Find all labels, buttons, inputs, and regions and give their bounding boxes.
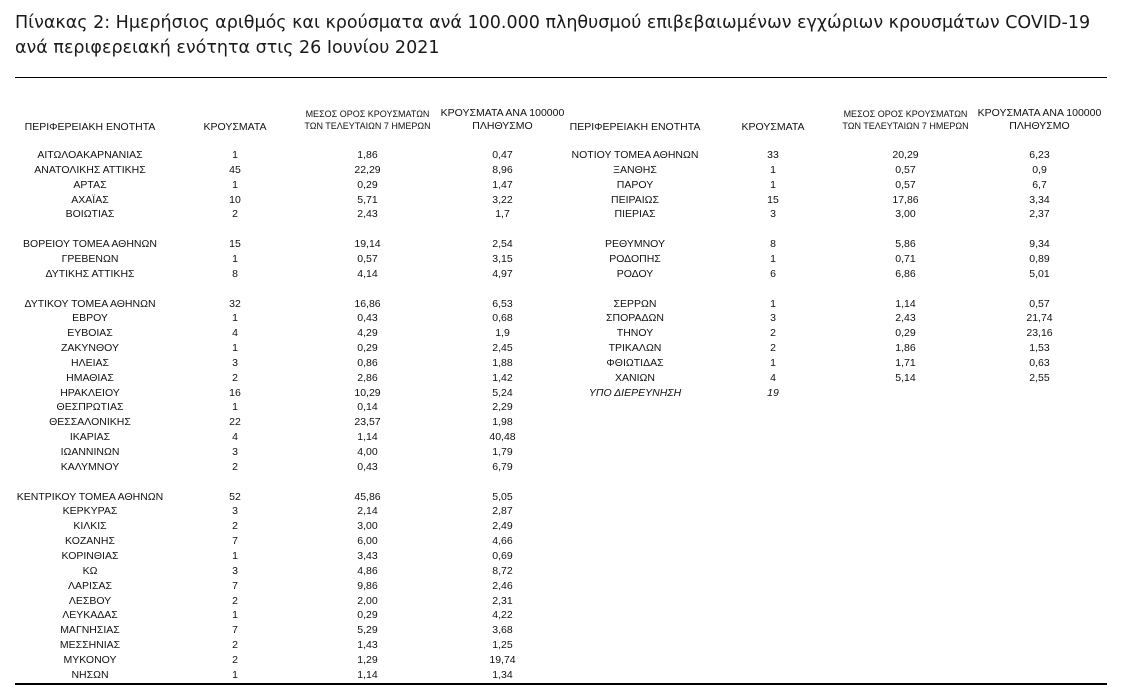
left-per100k-cell: 6,79 <box>492 460 513 473</box>
left-cases-cell: 2 <box>232 208 238 221</box>
left-avg7-cell: 0,29 <box>357 178 378 191</box>
left-region-cell: ΚΕΝΤΡΙΚΟΥ ΤΟΜΕΑ ΑΘΗΝΩΝ <box>16 490 164 503</box>
right-per100k-cell: 2,55 <box>1029 371 1050 384</box>
left-cases-cell: 8 <box>232 267 238 280</box>
left-cases-cell: 45 <box>229 163 241 176</box>
right-cases-cell: 1 <box>770 297 776 310</box>
right-per100k-cell: 3,34 <box>1029 193 1050 206</box>
left-avg7-cell: 3,00 <box>357 520 378 533</box>
left-per100k-cell: 5,24 <box>492 386 513 399</box>
left-region-cell: ΚΕΡΚΥΡΑΣ <box>62 505 118 518</box>
right-avg7-cell: 1,71 <box>895 356 916 369</box>
right-per100k-cell: 9,34 <box>1029 238 1050 251</box>
left-avg7-cell: 16,86 <box>354 297 381 310</box>
left-avg7-cell: 5,71 <box>357 193 378 206</box>
right-cases-cell: 1 <box>770 178 776 191</box>
right-per100k-cell: 0,89 <box>1029 252 1050 265</box>
left-cases-cell: 1 <box>232 312 238 325</box>
left-cases-cell: 1 <box>232 342 238 355</box>
right-avg7-cell: 3,00 <box>895 208 916 221</box>
left-avg7-cell: 45,86 <box>354 490 381 503</box>
right-region-cell: ΦΘΙΩΤΙΔΑΣ <box>606 356 664 369</box>
right-region-cell: ΡΕΘΥΜΝΟΥ <box>604 238 665 251</box>
left-per100k-cell: 0,69 <box>492 549 513 562</box>
left-per100k-cell: 1,25 <box>492 639 513 652</box>
left-region-cell: ΚΩ <box>82 564 98 577</box>
left-per100k-cell: 4,66 <box>492 535 513 548</box>
right-region-cell: ΣΠΟΡΑΔΩΝ <box>606 312 664 325</box>
left-per100k-cell: 5,05 <box>492 490 513 503</box>
left-region-cell: ΙΩΑΝΝΙΝΩΝ <box>60 446 120 458</box>
right-header-avg7-line2: ΤΩΝ ΤΕΛΕΥΤΑΙΩΝ 7 ΗΜΕΡΩΝ <box>842 121 969 131</box>
left-cases-cell: 3 <box>232 564 238 577</box>
left-header-avg7-line1: ΜΕΣΟΣ ΟΡΟΣ ΚΡΟΥΣΜΑΤΩΝ <box>305 109 430 119</box>
left-cases-cell: 2 <box>232 460 238 473</box>
left-region-cell: ΛΑΡΙΣΑΣ <box>68 579 112 592</box>
right-per100k-cell: 21,74 <box>1026 312 1053 325</box>
left-per100k-cell: 1,34 <box>492 668 513 681</box>
left-cases-cell: 1 <box>232 401 238 414</box>
right-avg7-cell: 0,57 <box>895 178 916 191</box>
left-per100k-cell: 2,29 <box>492 401 513 414</box>
left-cases-cell: 52 <box>229 490 241 503</box>
left-avg7-cell: 3,43 <box>357 549 378 562</box>
left-cases-cell: 15 <box>229 238 241 251</box>
left-avg7-cell: 1,29 <box>357 653 378 666</box>
left-avg7-cell: 2,00 <box>357 594 378 607</box>
right-avg7-cell: 1,86 <box>895 342 916 355</box>
left-avg7-cell: 2,43 <box>357 208 378 221</box>
left-per100k-cell: 2,31 <box>492 594 513 607</box>
left-region-cell: ΚΑΛΥΜΝΟΥ <box>60 460 120 473</box>
left-avg7-cell: 0,29 <box>357 342 378 355</box>
left-cases-cell: 22 <box>229 416 241 429</box>
page-title: Πίνακας 2: Ημερήσιος αριθμός και κρούσματα ανά 100.000 πληθυσμού επιβεβαιωμένων εγχώριων κρουσμάτων COVID-19 ανά περιφερειακή ενότητα στις 26 Ιουνίου 2021 <box>15 13 1091 58</box>
right-per100k-cell: 0,57 <box>1029 297 1050 310</box>
left-avg7-cell: 0,43 <box>357 312 378 325</box>
left-avg7-cell: 0,57 <box>357 252 378 265</box>
right-cases-cell: 1 <box>770 163 776 176</box>
right-avg7-cell: 2,43 <box>895 312 916 325</box>
left-cases-cell: 16 <box>229 386 241 399</box>
right-region-cell: ΞΑΝΘΗΣ <box>613 163 657 176</box>
right-avg7-cell: 0,71 <box>895 252 916 265</box>
left-region-cell: ΓΡΕΒΕΝΩΝ <box>61 252 119 265</box>
left-per100k-cell: 1,98 <box>492 416 513 429</box>
right-per100k-cell: 2,37 <box>1029 208 1050 221</box>
left-avg7-cell: 19,14 <box>354 238 381 251</box>
left-avg7-cell: 1,86 <box>357 149 378 161</box>
left-region-cell: ΘΕΣΣΑΛΟΝΙΚΗΣ <box>49 416 131 429</box>
right-cases-cell: 6 <box>770 267 776 280</box>
header-rule <box>15 77 1107 78</box>
left-avg7-cell: 0,86 <box>357 356 378 369</box>
right-cases-cell: 33 <box>767 149 779 161</box>
left-avg7-cell: 1,14 <box>357 431 378 444</box>
left-region-cell: ΚΟΖΑΝΗΣ <box>65 535 115 548</box>
left-cases-cell: 2 <box>232 653 238 666</box>
left-avg7-cell: 10,29 <box>354 386 381 399</box>
left-avg7-cell: 9,86 <box>357 579 378 592</box>
left-per100k-cell: 8,96 <box>492 163 513 176</box>
left-region-cell: ΑΝΑΤΟΛΙΚΗΣ ΑΤΤΙΚΗΣ <box>34 163 146 176</box>
left-avg7-cell: 22,29 <box>354 163 381 176</box>
left-region-cell: ΝΗΣΩΝ <box>71 668 109 681</box>
left-region-cell: ΜΕΣΣΗΝΙΑΣ <box>59 639 121 652</box>
right-cases-cell: 2 <box>770 327 776 340</box>
left-cases-cell: 1 <box>232 252 238 265</box>
left-avg7-cell: 0,43 <box>357 460 378 473</box>
left-header-per100k-line2: ΠΛΗΘΥΣΜΟ <box>472 120 533 132</box>
left-region-cell: ΜΑΓΝΗΣΙΑΣ <box>60 624 120 637</box>
right-per100k-cell: 0,63 <box>1029 356 1050 369</box>
left-region-cell: ΕΥΒΟΙΑΣ <box>67 327 113 340</box>
left-per100k-cell: 4,97 <box>492 267 513 280</box>
left-per100k-cell: 3,22 <box>492 193 513 206</box>
right-header-per100k-line1: ΚΡΟΥΣΜΑΤΑ ΑΝΑ 100000 <box>977 107 1102 119</box>
left-per100k-cell: 1,9 <box>495 327 510 340</box>
left-avg7-cell: 5,29 <box>357 624 378 637</box>
left-avg7-cell: 1,14 <box>357 668 378 681</box>
left-per100k-cell: 6,53 <box>492 297 513 310</box>
right-region-cell: ΠΙΕΡΙΑΣ <box>614 208 656 221</box>
left-avg7-cell: 2,86 <box>357 371 378 384</box>
left-avg7-cell: 4,29 <box>357 327 378 340</box>
left-per100k-cell: 4,22 <box>492 609 513 622</box>
left-cases-cell: 32 <box>229 297 241 310</box>
left-region-cell: ΒΟΙΩΤΙΑΣ <box>65 208 115 221</box>
right-cases-cell: 8 <box>770 238 776 251</box>
left-cases-cell: 1 <box>232 549 238 562</box>
left-region-cell: ΛΕΣΒΟΥ <box>68 594 112 607</box>
left-per100k-cell: 2,45 <box>492 342 513 355</box>
left-region-cell: ΗΡΑΚΛΕΙΟΥ <box>60 386 120 399</box>
left-header-avg7-line2: ΤΩΝ ΤΕΛΕΥΤΑΙΩΝ 7 ΗΜΕΡΩΝ <box>304 121 431 131</box>
left-region-cell: ΜΥΚΟΝΟΥ <box>63 653 117 666</box>
left-cases-cell: 1 <box>232 609 238 622</box>
right-region-cell: ΠΑΡΟΥ <box>616 178 654 191</box>
left-cases-cell: 2 <box>232 639 238 652</box>
left-header-region: ΠΕΡΙΦΕΡΕΙΑΚΗ ΕΝΟΤΗΤΑ <box>24 121 156 133</box>
left-cases-cell: 4 <box>232 431 238 444</box>
left-cases-cell: 4 <box>232 327 238 340</box>
left-region-cell: ΙΚΑΡΙΑΣ <box>69 431 111 444</box>
left-cases-cell: 3 <box>232 356 238 369</box>
left-region-cell: ΔΥΤΙΚΗΣ ΑΤΤΙΚΗΣ <box>45 267 135 280</box>
left-cases-cell: 7 <box>232 535 238 548</box>
right-cases-cell: 4 <box>770 371 776 384</box>
left-cases-cell: 1 <box>232 178 238 191</box>
right-avg7-cell: 20,29 <box>892 149 919 161</box>
left-cases-cell: 1 <box>232 149 238 161</box>
right-per100k-cell: 1,53 <box>1029 342 1050 355</box>
left-cases-cell: 2 <box>232 371 238 384</box>
left-per100k-cell: 40,48 <box>489 431 516 444</box>
right-region-cell: ΡΟΔΟΥ <box>616 267 654 280</box>
left-cases-cell: 2 <box>232 594 238 607</box>
left-per100k-cell: 3,15 <box>492 252 513 265</box>
right-header-region: ΠΕΡΙΦΕΡΕΙΑΚΗ ΕΝΟΤΗΤΑ <box>569 121 701 133</box>
left-cases-cell: 3 <box>232 446 238 458</box>
right-header-avg7-line1: ΜΕΣΟΣ ΟΡΟΣ ΚΡΟΥΣΜΑΤΩΝ <box>843 109 968 119</box>
left-per100k-cell: 2,46 <box>492 579 513 592</box>
left-per100k-cell: 0,68 <box>492 312 513 325</box>
left-per100k-cell: 1,7 <box>495 208 510 221</box>
right-avg7-cell: 5,86 <box>895 238 916 251</box>
left-region-cell: ΛΕΥΚΑΔΑΣ <box>62 609 118 622</box>
left-cases-cell: 10 <box>229 193 241 206</box>
left-per100k-cell: 2,49 <box>492 520 513 533</box>
left-region-cell: ΘΕΣΠΡΩΤΙΑΣ <box>56 401 124 414</box>
right-avg7-cell: 5,14 <box>895 371 916 384</box>
left-per100k-cell: 1,79 <box>492 446 513 458</box>
right-avg7-cell: 0,29 <box>895 327 916 340</box>
left-header-per100k-line1: ΚΡΟΥΣΜΑΤΑ ΑΝΑ 100000 <box>440 107 565 119</box>
left-region-cell: ΚΟΡΙΝΘΙΑΣ <box>61 549 119 562</box>
right-cases-cell: 15 <box>767 193 779 206</box>
left-avg7-cell: 4,14 <box>357 267 378 280</box>
right-region-cell: ΣΕΡΡΩΝ <box>613 297 657 310</box>
right-avg7-cell: 0,57 <box>895 163 916 176</box>
right-avg7-cell: 1,14 <box>895 297 916 310</box>
right-per100k-cell: 0,9 <box>1032 163 1047 176</box>
left-per100k-cell: 1,42 <box>492 371 513 384</box>
left-cases-cell: 1 <box>232 668 238 681</box>
left-avg7-cell: 4,86 <box>357 564 378 577</box>
right-per100k-cell: 23,16 <box>1026 327 1053 340</box>
right-header-per100k-line2: ΠΛΗΘΥΣΜΟ <box>1009 120 1070 132</box>
right-per100k-cell: 6,7 <box>1032 178 1047 191</box>
right-region-cell: ΠΕΙΡΑΙΩΣ <box>611 193 659 206</box>
right-cases-cell: 1 <box>770 252 776 265</box>
left-avg7-cell: 0,14 <box>357 401 378 414</box>
left-region-cell: ΗΛΕΙΑΣ <box>70 356 109 369</box>
left-per100k-cell: 3,68 <box>492 624 513 637</box>
left-region-cell: ΔΥΤΙΚΟΥ ΤΟΜΕΑ ΑΘΗΝΩΝ <box>24 297 156 310</box>
left-region-cell: ΚΙΛΚΙΣ <box>73 520 107 533</box>
left-per100k-cell: 0,47 <box>492 149 513 161</box>
right-region-cell: ΝΟΤΙΟΥ ΤΟΜΕΑ ΑΘΗΝΩΝ <box>571 149 699 161</box>
left-cases-cell: 2 <box>232 520 238 533</box>
left-avg7-cell: 23,57 <box>354 416 381 429</box>
left-header-cases: ΚΡΟΥΣΜΑΤΑ <box>203 121 267 133</box>
left-cases-cell: 3 <box>232 505 238 518</box>
right-cases-cell: 3 <box>770 312 776 325</box>
left-avg7-cell: 4,00 <box>357 446 378 458</box>
left-region-cell: ΑΧΑΪΑΣ <box>71 193 109 206</box>
left-per100k-cell: 2,54 <box>492 238 513 251</box>
right-region-cell: ΡΟΔΟΠΗΣ <box>609 252 661 265</box>
left-per100k-cell: 8,72 <box>492 564 513 577</box>
right-cases-cell: 2 <box>770 342 776 355</box>
footer-rule <box>15 683 1107 685</box>
right-region-cell: ΤΡΙΚΑΛΩΝ <box>608 342 662 355</box>
left-per100k-cell: 1,88 <box>492 356 513 369</box>
left-avg7-cell: 2,14 <box>357 505 378 518</box>
right-per100k-cell: 6,23 <box>1029 149 1050 161</box>
left-region-cell: ΑΡΤΑΣ <box>73 178 107 191</box>
left-avg7-cell: 0,29 <box>357 609 378 622</box>
left-cases-cell: 7 <box>232 624 238 637</box>
right-region-cell: ΤΗΝΟΥ <box>616 327 654 340</box>
right-header-cases: ΚΡΟΥΣΜΑΤΑ <box>741 121 805 133</box>
left-region-cell: ΑΙΤΩΛΟΑΚΑΡΝΑΝΙΑΣ <box>37 149 143 161</box>
right-avg7-cell: 17,86 <box>892 193 919 206</box>
left-avg7-cell: 1,43 <box>357 639 378 652</box>
right-cases-cell: 1 <box>770 356 776 369</box>
left-avg7-cell: 6,00 <box>357 535 378 548</box>
right-avg7-cell: 6,86 <box>895 267 916 280</box>
left-per100k-cell: 19,74 <box>489 653 516 666</box>
right-cases-cell: 3 <box>770 208 776 221</box>
right-region-cell: ΥΠΟ ΔΙΕΡΕΥΝΗΣΗ <box>588 386 682 399</box>
left-per100k-cell: 2,87 <box>492 505 513 518</box>
right-cases-cell: 19 <box>767 386 779 399</box>
right-region-cell: ΧΑΝΙΩΝ <box>615 371 655 384</box>
right-per100k-cell: 5,01 <box>1029 267 1050 280</box>
left-region-cell: ΖΑΚΥΝΘΟΥ <box>60 342 119 355</box>
left-region-cell: ΗΜΑΘΙΑΣ <box>66 371 114 384</box>
left-per100k-cell: 1,47 <box>492 178 513 191</box>
left-region-cell: ΕΒΡΟΥ <box>72 312 108 325</box>
left-region-cell: ΒΟΡΕΙΟΥ ΤΟΜΕΑ ΑΘΗΝΩΝ <box>23 238 157 251</box>
left-cases-cell: 7 <box>232 579 238 592</box>
